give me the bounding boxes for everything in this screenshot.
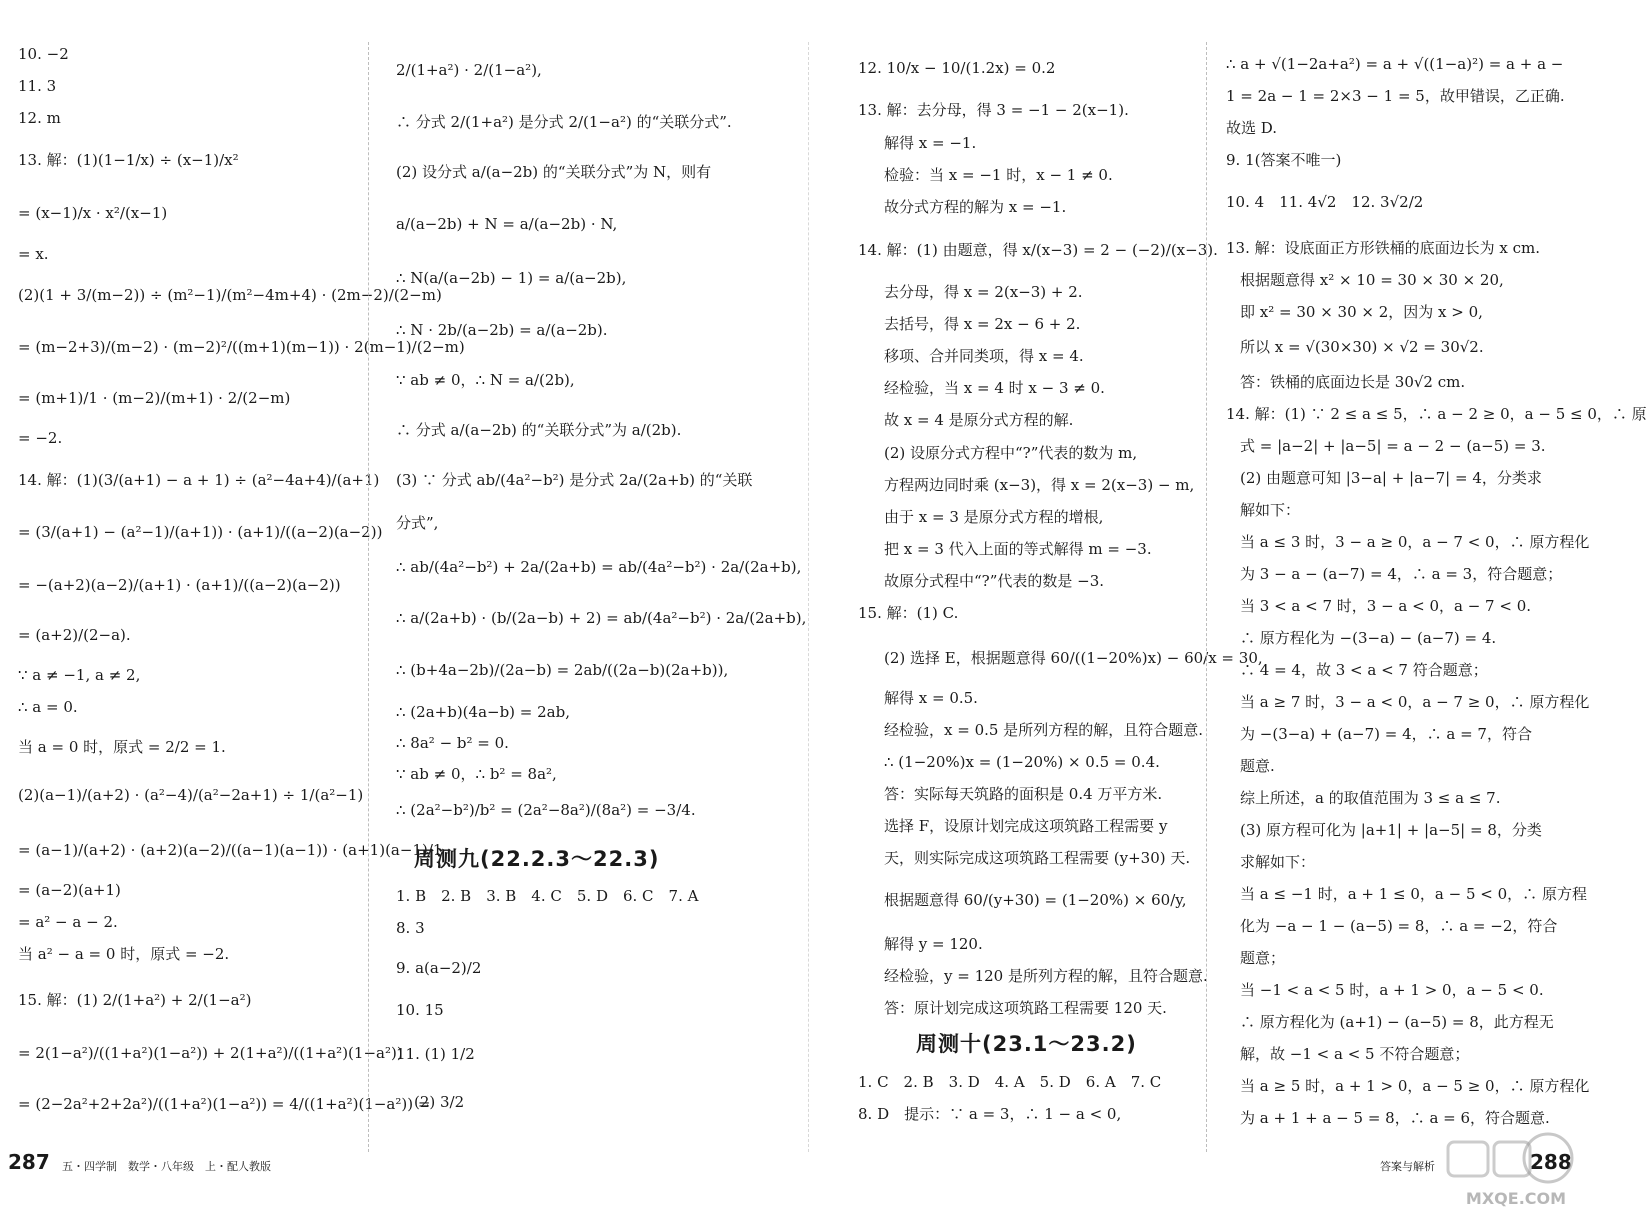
answer-line: = x. — [18, 245, 49, 263]
answer-line: 去括号，得 x = 2x − 6 + 2. — [884, 315, 1081, 333]
answer-line: 当 a ≤ 3 时，3 − a ≥ 0，a − 7 < 0，∴ 原方程化 — [1240, 533, 1590, 551]
answer-line: = (a−1)/(a+2) · (a+2)(a−2)/((a−1)(a−1)) · (a+1)(a−1)/1 — [18, 841, 443, 859]
answer-line: 故 x = 4 是原分式方程的解. — [884, 411, 1074, 429]
answer-line: 当 a ≥ 5 时，a + 1 > 0，a − 5 ≥ 0，∴ 原方程化 — [1240, 1077, 1590, 1095]
section-heading: 周测十(23.1～23.2) — [916, 1032, 1137, 1056]
answer-line: 检验：当 x = −1 时，x − 1 ≠ 0. — [884, 166, 1113, 184]
answer-line: 1. B 2. B 3. B 4. C 5. D 6. C 7. A — [396, 887, 699, 905]
answer-line: 11. 3 — [18, 77, 57, 95]
answer-line: 移项、合并同类项，得 x = 4. — [884, 347, 1084, 365]
answer-line: 13. 解：(1)(1−1/x) ÷ (x−1)/x² — [18, 151, 239, 169]
watermark-logo — [1438, 1128, 1594, 1210]
answer-line: = (a−2)(a+1) — [18, 881, 121, 899]
answer-line: ∴ N(a/(a−2b) − 1) = a/(a−2b), — [396, 269, 627, 287]
answer-line: 去分母，得 x = 2(x−3) + 2. — [884, 283, 1083, 301]
answer-line: ∴ (1−20%)x = (1−20%) × 0.5 = 0.4. — [884, 753, 1160, 771]
answer-line: = (m+1)/1 · (m−2)/(m+1) · 2/(2−m) — [18, 389, 291, 407]
answer-line: = 2(1−a²)/((1+a²)(1−a²)) + 2(1+a²)/((1+a²)(1−a²)) — [18, 1044, 403, 1062]
left-page-number: 287 — [8, 1150, 50, 1174]
answer-line: 由于 x = 3 是原分式方程的增根, — [884, 508, 1104, 526]
answer-line: 答：原计划完成这项筑路工程需要 120 天. — [884, 999, 1167, 1017]
answer-line: (2) 3/2 — [414, 1093, 465, 1111]
answer-line: 故分式方程的解为 x = −1. — [884, 198, 1067, 216]
answer-line: ∴ a/(2a+b) · (b/(2a−b) + 2) = ab/(4a²−b²) · 2a/(2a+b), — [396, 609, 807, 627]
answer-line: = a² − a − 2. — [18, 913, 118, 931]
answer-line: 8. D 提示：∵ a = 3，∴ 1 − a < 0, — [858, 1105, 1122, 1123]
answer-line: 解如下： — [1240, 501, 1301, 519]
answer-column-4 — [1226, 0, 1647, 1180]
answer-line: 15. 解：(1) 2/(1+a²) + 2/(1−a²) — [18, 991, 252, 1009]
answer-line: 方程两边同时乘 (x−3)，得 x = 2(x−3) − m, — [884, 476, 1195, 494]
answer-line: (2) 由题意可知 |3−a| + |a−7| = 4，分类求 — [1240, 469, 1542, 487]
answer-line: 为 a + 1 + a − 5 = 8，∴ a = 6，符合题意. — [1240, 1109, 1550, 1127]
answer-line: ∴ a + √(1−2a+a²) = a + √((1−a)²) = a + a − — [1226, 55, 1564, 73]
answer-line: ∴ ab/(4a²−b²) + 2a/(2a+b) = ab/(4a²−b²) · 2a/(2a+b), — [396, 558, 802, 576]
answer-line: 解得 x = −1. — [884, 134, 977, 152]
answer-line: 12. 10/x − 10/(1.2x) = 0.2 — [858, 59, 1056, 77]
answer-line: (2) 设原分式方程中“?”代表的数为 m, — [884, 444, 1138, 462]
answer-line: 当 −1 < a < 5 时，a + 1 > 0，a − 5 < 0. — [1240, 981, 1544, 999]
answer-line: ∴ 分式 a/(a−2b) 的“关联分式”为 a/(2b). — [396, 421, 682, 439]
answer-line: = −2. — [18, 429, 63, 447]
answer-line: = (2−2a²+2+2a²)/((1+a²)(1−a²)) = 4/((1+a²)(1−a²)) = — [18, 1095, 431, 1113]
answer-line: 为 3 − a − (a−7) = 4，∴ a = 3，符合题意； — [1240, 565, 1563, 583]
answer-line: (2)(1 + 3/(m−2)) ÷ (m²−1)/(m²−4m+4) · (2m−2)/(2−m) — [18, 286, 442, 304]
answer-line: 所以 x = √(30×30) × √2 = 30√2. — [1240, 338, 1484, 356]
answer-line: ∴ 原方程化为 (a+1) − (a−5) = 8，此方程无 — [1240, 1013, 1554, 1031]
answer-line: ∴ N · 2b/(a−2b) = a/(a−2b). — [396, 321, 608, 339]
answer-line: 10. 4 11. 4√2 12. 3√2/2 — [1226, 193, 1424, 211]
answer-line: 天，则实际完成这项筑路工程需要 (y+30) 天. — [884, 849, 1191, 867]
answer-line: 当 3 < a < 7 时，3 − a < 0，a − 7 < 0. — [1240, 597, 1532, 615]
answer-line: (2) 设分式 a/(a−2b) 的“关联分式”为 N，则有 — [396, 163, 712, 181]
answer-line: 13. 解：设底面正方形铁桶的底面边长为 x cm. — [1226, 239, 1541, 257]
answer-line: 为 −(3−a) + (a−7) = 4，∴ a = 7，符合 — [1240, 725, 1532, 743]
answer-line: 2/(1+a²) · 2/(1−a²), — [396, 61, 542, 79]
answer-line: 故选 D. — [1226, 119, 1278, 137]
answer-line: 根据题意得 x² × 10 = 30 × 30 × 20, — [1240, 271, 1504, 289]
answer-line: ∴ 原方程化为 −(3−a) − (a−7) = 4. — [1240, 629, 1497, 647]
answer-line: 9. a(a−2)/2 — [396, 959, 482, 977]
answer-line: 12. m — [18, 109, 61, 127]
answer-line: 答：实际每天筑路的面积是 0.4 万平方米. — [884, 785, 1163, 803]
answer-line: 即 x² = 30 × 30 × 2，因为 x > 0, — [1240, 303, 1483, 321]
answer-line: ∴ (b+4a−2b)/(2a−b) = 2ab/((2a−b)(2a+b)), — [396, 661, 729, 679]
answer-line: 解，故 −1 < a < 5 不符合题意； — [1240, 1045, 1470, 1063]
answer-line: ∴ 分式 2/(1+a²) 是分式 2/(1−a²) 的“关联分式”. — [396, 113, 732, 131]
answer-line: 解得 y = 120. — [884, 935, 983, 953]
answer-line: 把 x = 3 代入上面的等式解得 m = −3. — [884, 540, 1152, 558]
answer-line: (3) 原方程可化为 |a+1| + |a−5| = 8，分类 — [1240, 821, 1542, 839]
answer-line: 分式”, — [396, 514, 439, 532]
answer-line: 题意； — [1240, 949, 1286, 967]
answer-line: ∴ 4 = 4，故 3 < a < 7 符合题意； — [1240, 661, 1488, 679]
answer-line: 求解如下： — [1240, 853, 1316, 871]
answer-line: 9. 1(答案不唯一) — [1226, 151, 1342, 169]
answer-line: 13. 解：去分母，得 3 = −1 − 2(x−1). — [858, 101, 1129, 119]
column-divider — [1206, 42, 1207, 1152]
answer-line: 1. C 2. B 3. D 4. A 5. D 6. A 7. C — [858, 1073, 1162, 1091]
answer-line: ∴ 8a² − b² = 0. — [396, 734, 509, 752]
answer-line: 1 = 2a − 1 = 2×3 − 1 = 5，故甲错误，乙正确. — [1226, 87, 1565, 105]
answer-line: 14. 解：(1) ∵ 2 ≤ a ≤ 5，∴ a − 2 ≥ 0，a − 5 ≤ 0，∴ 原 — [1226, 405, 1647, 423]
answer-line: 8. 3 — [396, 919, 425, 937]
answer-line: 经检验，x = 0.5 是所列方程的解，且符合题意. — [884, 721, 1203, 739]
right-running-footer: 答案与解析 — [1380, 1160, 1435, 1173]
answer-line: 根据题意得 60/(y+30) = (1−20%) × 60/y, — [884, 891, 1187, 909]
section-heading: 周测九(22.2.3～22.3) — [414, 847, 660, 871]
left-running-footer: 五・四学制 数学・八年级 上・配人教版 — [62, 1160, 271, 1173]
answer-line: 选择 F，设原计划完成这项筑路工程需要 y — [884, 817, 1168, 835]
answer-line: = (a+2)/(2−a). — [18, 626, 131, 644]
answer-line: 14. 解：(1) 由题意，得 x/(x−3) = 2 − (−2)/(x−3). — [858, 241, 1218, 259]
answer-line: (2) 选择 E，根据题意得 60/((1−20%)x) − 60/x = 30, — [884, 649, 1263, 667]
answer-line: ∴ a = 0. — [18, 698, 78, 716]
answer-line: 解得 x = 0.5. — [884, 689, 978, 707]
answer-line: 当 a = 0 时，原式 = 2/2 = 1. — [18, 738, 226, 756]
answer-line: 化为 −a − 1 − (a−5) = 8，∴ a = −2，符合 — [1240, 917, 1558, 935]
answer-line: 式 = |a−2| + |a−5| = a − 2 − (a−5) = 3. — [1240, 437, 1546, 455]
answer-line: (3) ∵ 分式 ab/(4a²−b²) 是分式 2a/(2a+b) 的“关联 — [396, 471, 753, 489]
answer-line: ∵ ab ≠ 0，∴ N = a/(2b), — [396, 371, 575, 389]
answer-line: 10. 15 — [396, 1001, 444, 1019]
answer-line: = (3/(a+1) − (a²−1)/(a+1)) · (a+1)/((a−2)(a−2)) — [18, 523, 383, 541]
answer-line: 题意. — [1240, 757, 1275, 775]
page-gutter — [808, 42, 809, 1152]
answer-line: 综上所述，a 的取值范围为 3 ≤ a ≤ 7. — [1240, 789, 1501, 807]
answer-line: ∴ (2a²−b²)/b² = (2a²−8a²)/(8a²) = −3/4. — [396, 801, 696, 819]
answer-line: 故原分式程中“?”代表的数是 −3. — [884, 572, 1105, 590]
answer-line: 当 a ≤ −1 时，a + 1 ≤ 0，a − 5 < 0，∴ 原方程 — [1240, 885, 1587, 903]
answer-line: 14. 解：(1)(3/(a+1) − a + 1) ÷ (a²−4a+4)/(a+1) — [18, 471, 380, 489]
column-divider — [368, 42, 369, 1152]
right-page-number: 288 — [1530, 1150, 1572, 1174]
answer-line: 经检验，当 x = 4 时 x − 3 ≠ 0. — [884, 379, 1105, 397]
answer-line: (2)(a−1)/(a+2) · (a²−4)/(a²−2a+1) ÷ 1/(a²−1) — [18, 786, 364, 804]
answer-line: ∴ (2a+b)(4a−b) = 2ab, — [396, 703, 570, 721]
answer-line: 11. (1) 1/2 — [396, 1045, 475, 1063]
answer-line: ∵ a ≠ −1, a ≠ 2, — [18, 666, 141, 684]
answer-column-2 — [396, 0, 816, 1180]
answer-line: ∵ ab ≠ 0，∴ b² = 8a², — [396, 765, 557, 783]
answer-line: 15. 解：(1) C. — [858, 604, 959, 622]
answer-line: a/(a−2b) + N = a/(a−2b) · N, — [396, 215, 618, 233]
answer-line: 经检验，y = 120 是所列方程的解，且符合题意. — [884, 967, 1208, 985]
answer-line: 10. −2 — [18, 45, 69, 63]
watermark-text: MXQE.COM — [1465, 1189, 1567, 1208]
answer-line: 当 a ≥ 7 时，3 − a < 0，a − 7 ≥ 0，∴ 原方程化 — [1240, 693, 1590, 711]
answer-line: = (x−1)/x · x²/(x−1) — [18, 204, 168, 222]
answer-line: 当 a² − a = 0 时，原式 = −2. — [18, 945, 230, 963]
answer-line: = −(a+2)(a−2)/(a+1) · (a+1)/((a−2)(a−2)) — [18, 576, 341, 594]
answer-line: = (m−2+3)/(m−2) · (m−2)²/((m+1)(m−1)) · 2(m−1)/(2−m) — [18, 338, 465, 356]
answer-line: 答：铁桶的底面边长是 30√2 cm. — [1240, 373, 1466, 391]
